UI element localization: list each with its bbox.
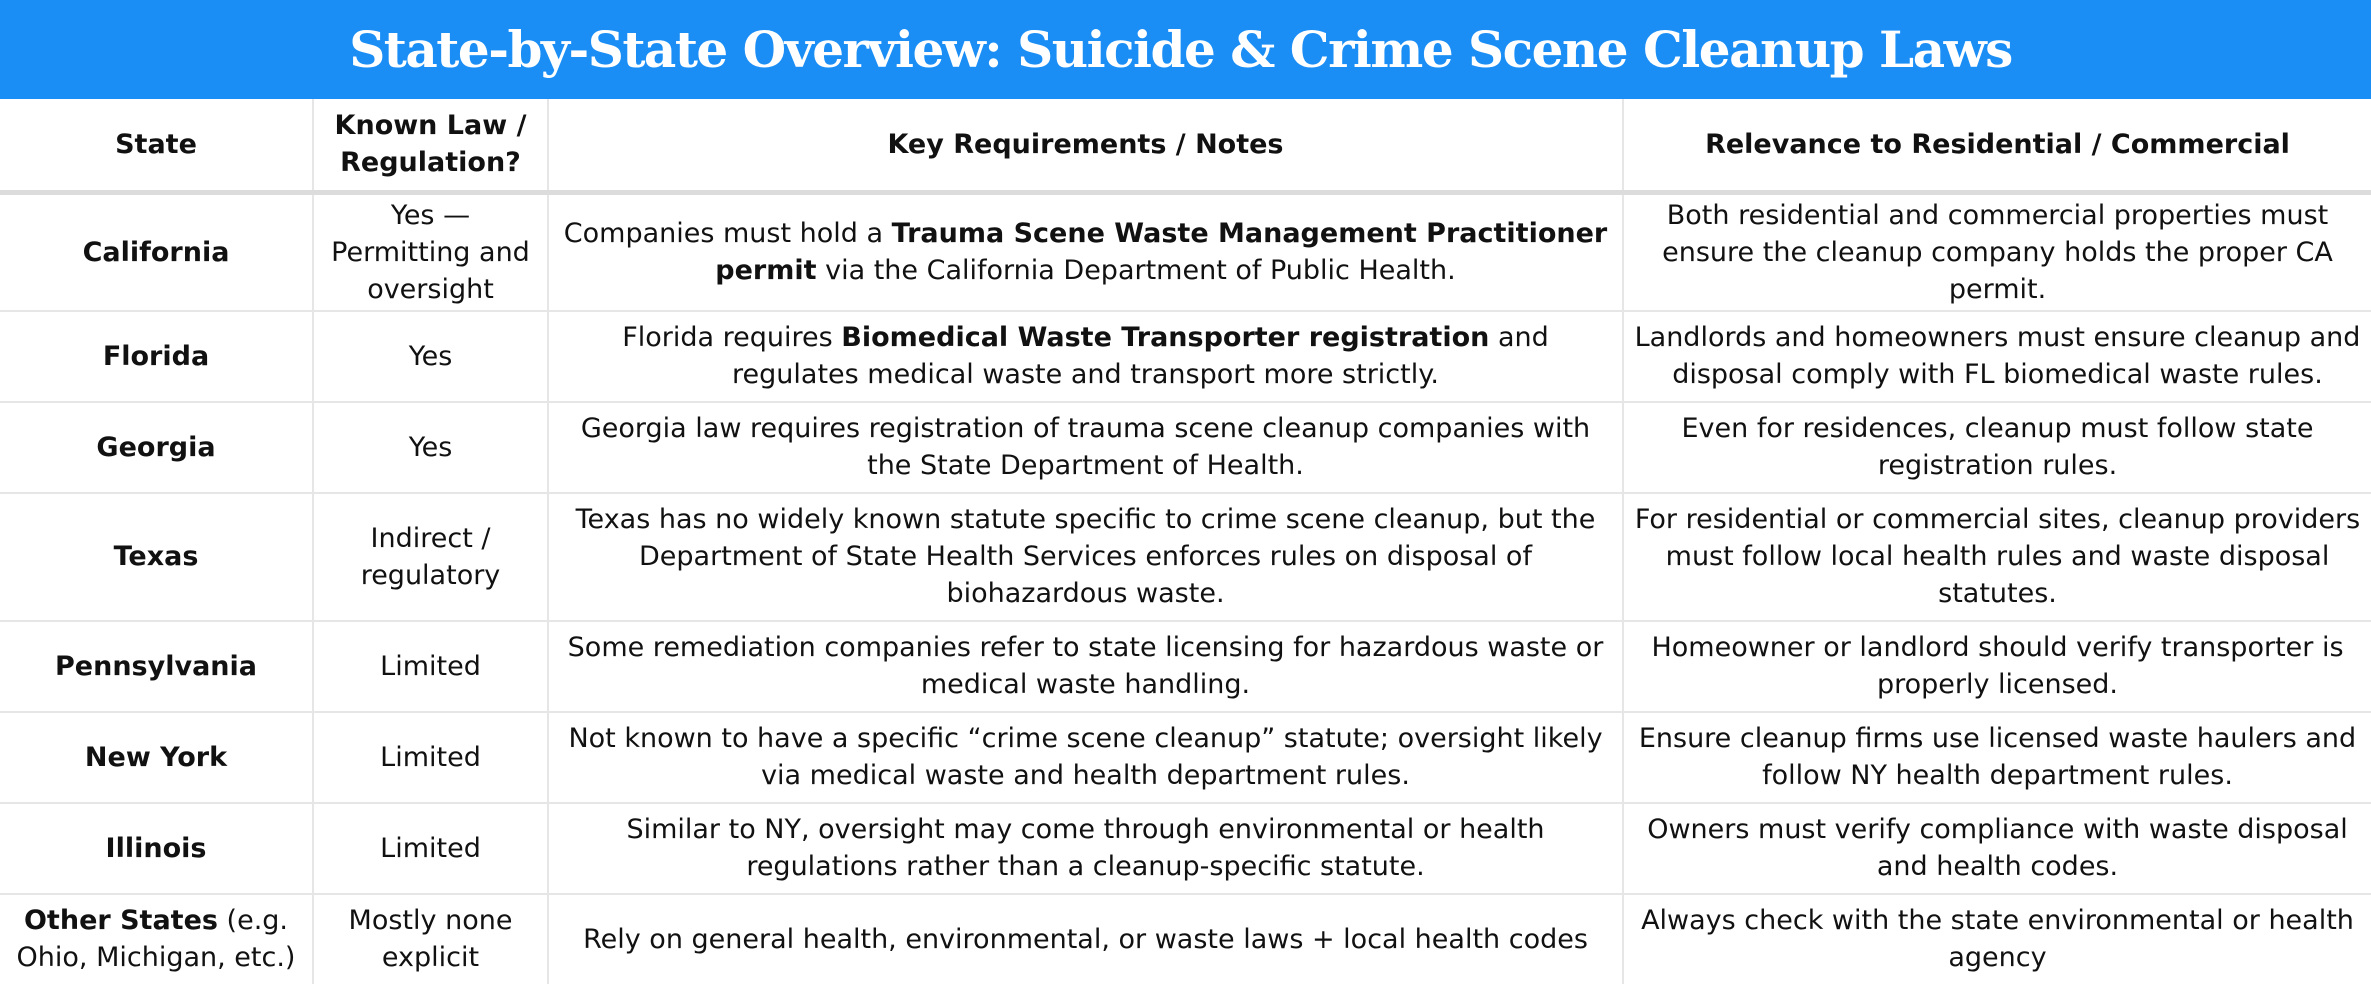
requirements-cell bbox=[548, 311, 1623, 402]
requirements-emphasis: Trauma Scene Waste Management Practitioner permit bbox=[715, 218, 1608, 286]
state-cell: Illinois bbox=[0, 803, 313, 894]
relevance-cell: Owners must verify compliance with waste disposal and health codes. bbox=[1623, 803, 2371, 894]
table-row bbox=[0, 712, 2371, 803]
state-cell: Pennsylvania bbox=[0, 621, 313, 712]
law-cell: Yes bbox=[313, 311, 548, 402]
table-row bbox=[0, 621, 2371, 712]
requirements-cell: Rely on general health, environmental, or waste laws + local health codes bbox=[548, 894, 1623, 984]
law-cell: Limited bbox=[313, 803, 548, 894]
requirements-emphasis: Biomedical Waste Transporter registration bbox=[841, 322, 1490, 353]
relevance-cell: Landlords and homeowners must ensure cleanup and disposal comply with FL biomedical waste rules. bbox=[1623, 311, 2371, 402]
relevance-cell: Always check with the state environmental or health agency bbox=[1641, 905, 2354, 973]
law-cell: Indirect / regulatory bbox=[313, 493, 548, 621]
table-row bbox=[0, 192, 2371, 311]
header-law: Known Law / Regulation? bbox=[313, 99, 548, 192]
requirements-cell: Not known to have a specific “crime scene cleanup” statute; oversight likely via medical waste and health department rules. bbox=[548, 712, 1623, 803]
header-state: State bbox=[0, 99, 313, 192]
relevance-cell: Even for residences, cleanup must follow state registration rules. bbox=[1623, 402, 2371, 493]
law-cell: Mostly none explicit bbox=[313, 894, 548, 984]
law-cell: Yes bbox=[313, 402, 548, 493]
table-row bbox=[0, 493, 2371, 621]
state-cell: New York bbox=[0, 712, 313, 803]
state-cell bbox=[0, 894, 313, 984]
title-banner bbox=[0, 0, 2371, 99]
law-cell: Limited bbox=[313, 712, 548, 803]
state-cell: California bbox=[0, 192, 313, 311]
header-requirements: Key Requirements / Notes bbox=[548, 99, 1623, 192]
state-name: Other States bbox=[23, 905, 218, 936]
requirements-cell bbox=[548, 192, 1623, 311]
law-cell: Yes — Permitting and oversight bbox=[313, 192, 548, 311]
state-examples: (e.g. Ohio, Michigan, etc.) bbox=[16, 905, 296, 973]
relevance-cell: Both residential and commercial properties must ensure the cleanup company holds the proper CA permit. bbox=[1623, 192, 2371, 311]
table-row bbox=[0, 402, 2371, 493]
relevance-cell: For residential or commercial sites, cleanup providers must follow local health rules and waste disposal statutes. bbox=[1623, 493, 2371, 621]
state-cell: Texas bbox=[0, 493, 313, 621]
relevance-cell: Ensure cleanup firms use licensed waste haulers and follow NY health department rules. bbox=[1623, 712, 2371, 803]
requirements-text: via the California Department of Public Health. bbox=[816, 255, 1456, 286]
page-title: State-by-State Overview: Suicide & Crime Scene Cleanup Laws bbox=[349, 20, 2012, 79]
requirements-cell: Similar to NY, oversight may come through environmental or health regulations rather than a cleanup-specific statute. bbox=[548, 803, 1623, 894]
laws-table bbox=[0, 99, 2371, 984]
requirements-text: Companies must hold a bbox=[563, 218, 892, 249]
requirements-text: and regulates medical waste and transport more strictly. bbox=[732, 322, 1549, 390]
table-row bbox=[0, 311, 2371, 402]
requirements-cell: Georgia law requires registration of trauma scene cleanup companies with the State Department of Health. bbox=[548, 402, 1623, 493]
table-row bbox=[0, 803, 2371, 894]
state-cell: Georgia bbox=[0, 402, 313, 493]
table-row bbox=[0, 894, 2371, 984]
header-row bbox=[0, 99, 2371, 192]
requirements-cell: Some remediation companies refer to state licensing for hazardous waste or medical waste handling. bbox=[548, 621, 1623, 712]
header-relevance: Relevance to Residential / Commercial bbox=[1623, 99, 2371, 192]
state-cell: Florida bbox=[0, 311, 313, 402]
requirements-text: Florida requires bbox=[622, 322, 842, 353]
law-cell: Limited bbox=[313, 621, 548, 712]
requirements-cell: Texas has no widely known statute specific to crime scene cleanup, but the Department of State Health Services enforces rules on disposal of biohazardous waste. bbox=[548, 493, 1623, 621]
relevance-cell: Homeowner or landlord should verify transporter is properly licensed. bbox=[1623, 621, 2371, 712]
